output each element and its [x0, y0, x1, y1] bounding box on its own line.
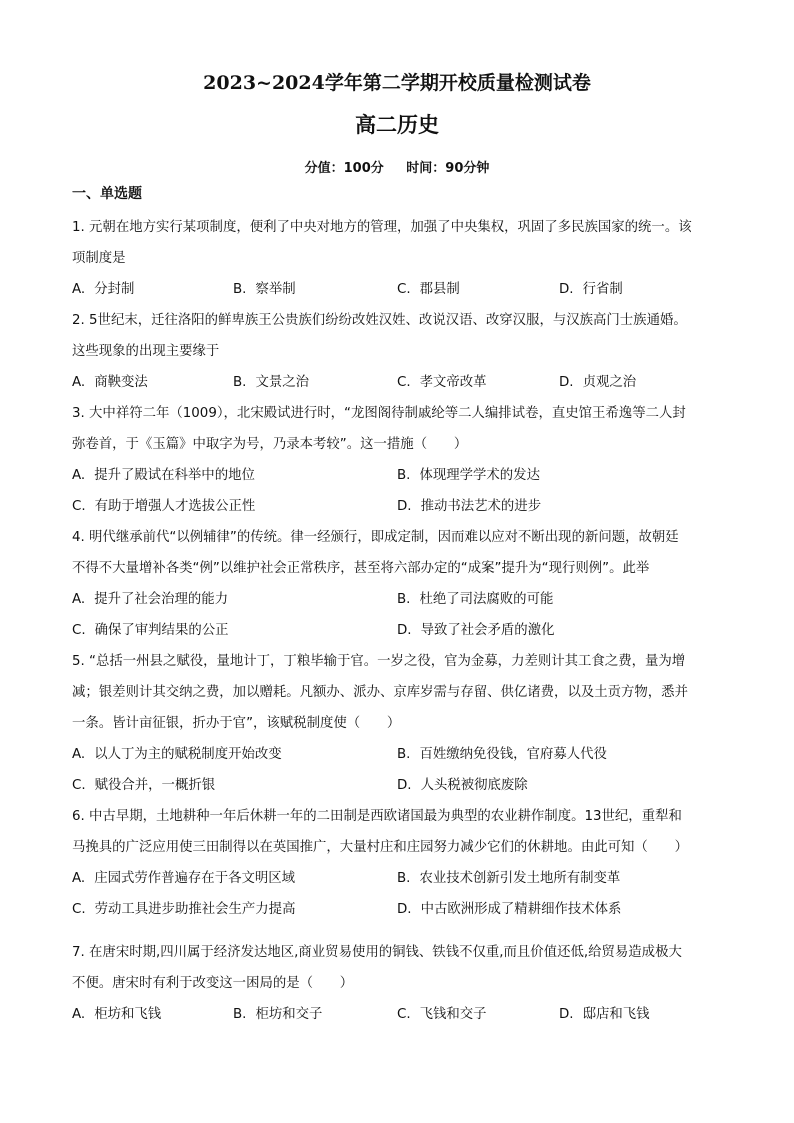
q1-option-b[interactable]: B. 察举制: [233, 282, 296, 297]
section-heading: 一、单选题: [72, 186, 142, 202]
q5-option-c[interactable]: C. 赋役合并，一概折银: [72, 778, 216, 793]
question-5-line-2: 减；银差则计其交纳之费，加以赠耗。凡额办、派办、京库岁需与存留、供亿诸费，以及土贡方物，悉并: [72, 685, 688, 700]
q3-option-c[interactable]: C. 有助于增强人才选拔公正性: [72, 499, 256, 514]
q1-option-c[interactable]: C. 郡县制: [397, 282, 460, 297]
q7-option-d[interactable]: D. 邸店和飞钱: [559, 1007, 650, 1022]
question-2-line-1: 2. 5世纪末，迁往洛阳的鲜卑族王公贵族们纷纷改姓汉姓、改说汉语、改穿汉服，与汉族高门士族通婚。: [72, 313, 687, 328]
q4-option-b[interactable]: B. 杜绝了司法腐败的可能: [397, 592, 554, 607]
q1-option-a[interactable]: A. 分封制: [72, 282, 135, 297]
question-3-line-1: 3. 大中祥符二年（1009），北宋殿试进行时，“龙图阁待制戚纶等二人编排试卷，直史馆王希逸等二人封: [72, 406, 686, 421]
q3-option-a[interactable]: A. 提升了殿试在科举中的地位: [72, 468, 255, 483]
q5-option-d[interactable]: D. 人头税被彻底废除: [397, 778, 528, 793]
q4-option-d[interactable]: D. 导致了社会矛盾的激化: [397, 623, 555, 638]
question-3-line-2: 弥卷首，于《玉篇》中取字为号，乃录本考较”。这一措施（ ）: [72, 437, 468, 452]
q1-option-d[interactable]: D. 行省制: [559, 282, 623, 297]
question-4-line-2: 不得不大量增补各类“例”以维护社会正常秩序，甚至将六部办定的“成案”提升为“现行则例”。此举: [72, 561, 650, 576]
question-5-line-3: 一条。皆计亩征银，折办于官”，该赋税制度使（ ）: [72, 716, 401, 731]
q4-option-c[interactable]: C. 确保了审判结果的公正: [72, 623, 229, 638]
question-6-line-2: 马挽具的广泛应用使三田制得以在英国推广，大量村庄和庄园努力减少它们的休耕地。由此可知（ ）: [72, 840, 688, 855]
score-label: 分值：100分: [304, 161, 384, 176]
q3-option-b[interactable]: B. 体现理学学术的发达: [397, 468, 540, 483]
question-2-line-2: 这些现象的出现主要缘于: [72, 344, 220, 359]
q7-option-c[interactable]: C. 飞钱和交子: [397, 1007, 487, 1022]
q2-option-d[interactable]: D. 贞观之治: [559, 375, 637, 390]
subject-title: 高二历史: [355, 112, 439, 137]
q6-option-b[interactable]: B. 农业技术创新引发土地所有制变革: [397, 871, 621, 886]
q4-option-a[interactable]: A. 提升了社会治理的能力: [72, 592, 229, 607]
question-4-line-1: 4. 明代继承前代“以例辅律”的传统。律一经颁行，即成定制，因而难以应对不断出现的新问题，故朝廷: [72, 530, 679, 545]
time-label: 时间：90分钟: [406, 161, 490, 176]
exam-title: 2023~2024学年第二学期开校质量检测试卷: [203, 72, 591, 94]
question-7-line-2: 不便。唐宋时有利于改变这一困局的是（ ）: [72, 976, 354, 991]
q7-option-a[interactable]: A. 柜坊和飞钱: [72, 1007, 162, 1022]
q2-option-c[interactable]: C. 孝文帝改革: [397, 375, 487, 390]
question-1-line-2: 项制度是: [72, 251, 126, 266]
q6-option-d[interactable]: D. 中古欧洲形成了精耕细作技术体系: [397, 902, 622, 917]
q5-option-b[interactable]: B. 百姓缴纳免役钱，官府募人代役: [397, 747, 607, 762]
q3-option-d[interactable]: D. 推动书法艺术的进步: [397, 499, 542, 514]
q6-option-c[interactable]: C. 劳动工具进步助推社会生产力提高: [72, 902, 296, 917]
exam-meta: [0, 157, 794, 176]
q6-option-a[interactable]: A. 庄园式劳作普遍存在于各文明区域: [72, 871, 296, 886]
q7-option-b[interactable]: B. 柜坊和交子: [233, 1007, 323, 1022]
question-5-line-1: 5. “总括一州县之赋役，量地计丁，丁粮毕输于官。一岁之役，官为金募，力差则计其工食之费，量为增: [72, 654, 686, 669]
q2-option-b[interactable]: B. 文景之治: [233, 375, 310, 390]
question-1-line-1: 1. 元朝在地方实行某项制度，便利了中央对地方的管理，加强了中央集权，巩固了多民族国家的统一。该: [72, 220, 692, 235]
question-6-line-1: 6. 中古早期，土地耕种一年后休耕一年的二田制是西欧诸国最为典型的农业耕作制度。13世纪，重犁和: [72, 809, 682, 824]
question-7-line-1: 7. 在唐宋时期,四川属于经济发达地区,商业贸易使用的铜钱、铁钱不仅重,而且价值还低,给贸易造成极大: [72, 945, 682, 960]
q5-option-a[interactable]: A. 以人丁为主的赋税制度开始改变: [72, 747, 282, 762]
q2-option-a[interactable]: A. 商鞅变法: [72, 375, 148, 390]
